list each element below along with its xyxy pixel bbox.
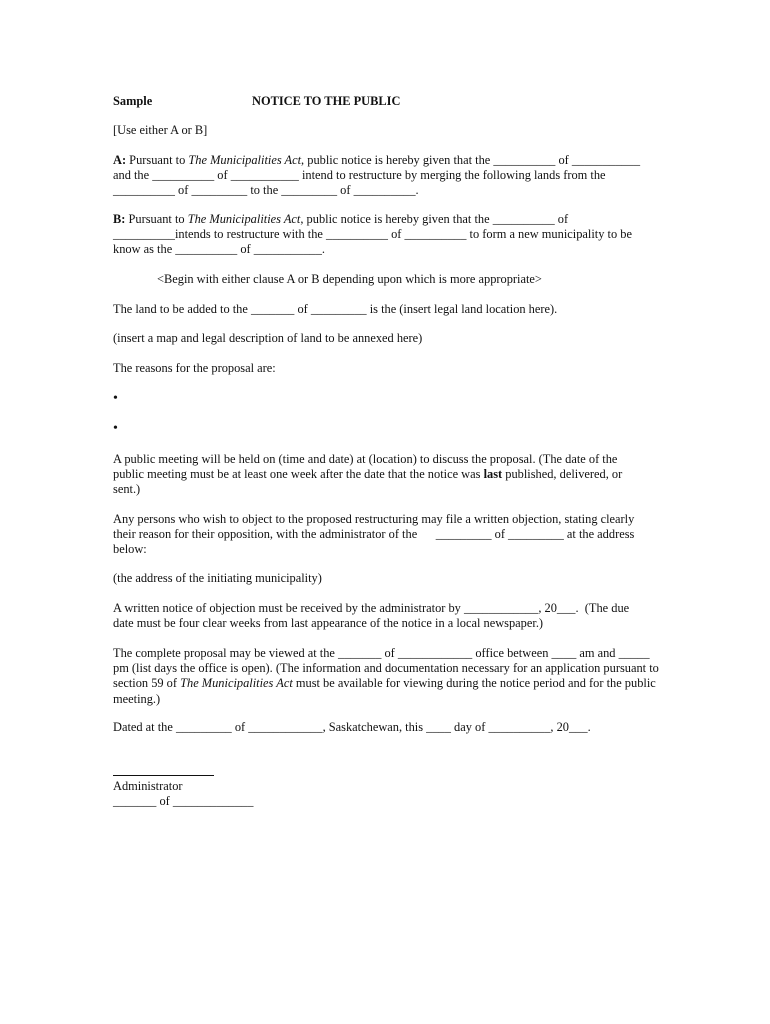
insert-map-instruction: (insert a map and legal description of land to be annexed here) — [113, 331, 423, 345]
written-notice-line-2: date must be four clear weeks from last appearance of the notice in a local newspaper.) — [113, 616, 544, 631]
signature-block — [113, 779, 673, 809]
clause-a-text-pre: Pursuant to — [126, 153, 189, 167]
clause-a-label: A: — [113, 153, 127, 167]
complete-proposal-paragraph — [113, 646, 673, 707]
use-either-instruction: [Use either A or B] — [113, 123, 208, 137]
public-meeting-paragraph — [113, 452, 673, 498]
complete-proposal-line-2: pm (list days the office is open). (The information and documentation necessary for an application pursuant to — [113, 661, 659, 676]
bullet-2: • — [113, 421, 118, 436]
dated-line: Dated at the _________ of ____________, Saskatchewan, this ____ day of __________, 20___. — [113, 720, 591, 734]
clause-b — [113, 212, 673, 258]
public-meeting-line-3: sent.) — [113, 482, 141, 497]
clause-b-label: B: — [113, 212, 126, 226]
clause-b-text-post: , public notice is hereby given that the __________ of — [300, 212, 569, 226]
clause-a-line-1 — [113, 153, 673, 168]
clause-a-line-3: __________ of _________ to the _________ of __________. — [113, 183, 419, 198]
act-name: The Municipalities Act — [180, 676, 293, 691]
bullet-1: • — [113, 391, 118, 406]
land-added-paragraph: The land to be added to the _______ of _________ is the (insert legal land location here). — [113, 302, 558, 316]
reasons-heading: The reasons for the proposal are: — [113, 361, 276, 375]
begin-with-instruction: <Begin with either clause A or B depending upon which is more appropriate> — [157, 272, 542, 286]
administrator-label: Administrator — [113, 779, 183, 793]
clause-b-text-pre: Pursuant to — [125, 212, 188, 226]
complete-proposal-text-pre: section 59 of — [113, 676, 181, 691]
public-meeting-line-1: A public meeting will be held on (time and date) at (location) to discuss the proposal. (The date of the — [113, 452, 618, 466]
objection-paragraph — [113, 512, 673, 558]
clause-b-line-3: know as the __________ of ___________. — [113, 242, 326, 257]
address-placeholder: (the address of the initiating municipality) — [113, 571, 322, 585]
public-meeting-text-post: published, delivered, or — [502, 467, 623, 482]
complete-proposal-line-3 — [113, 676, 673, 691]
clause-a-line-2: and the __________ of ___________ intend to restructure by merging the following lands from the — [113, 168, 606, 183]
sample-label: Sample — [113, 94, 153, 108]
public-meeting-line-2 — [113, 467, 673, 482]
act-name: The Municipalities Act — [187, 212, 301, 226]
document-title: NOTICE TO THE PUBLIC — [252, 94, 401, 108]
objection-line-3: below: — [113, 542, 147, 557]
complete-proposal-text-post: must be available for viewing during the notice period and for the public — [292, 676, 656, 691]
document-header — [113, 94, 673, 110]
last-emphasis: last — [483, 467, 503, 482]
public-meeting-text-pre: public meeting must be at least one week after the date that the notice was — [113, 467, 484, 482]
clause-b-line-1 — [113, 212, 673, 227]
complete-proposal-line-4: meeting.) — [113, 691, 161, 706]
act-name: The Municipalities Act — [188, 153, 302, 167]
complete-proposal-line-1: The complete proposal may be viewed at the _______ of ____________ office between ____ am and _____ — [113, 646, 650, 660]
clause-a — [113, 153, 673, 199]
signature-line — [113, 775, 214, 776]
clause-a-text-post: , public notice is hereby given that the __________ of ___________ — [301, 153, 641, 167]
clause-b-line-2: __________intends to restructure with the __________ of __________ to form a new municipality to be — [113, 227, 632, 242]
administrator-of-line: _______ of _____________ — [113, 794, 254, 809]
written-notice-line-1: A written notice of objection must be received by the administrator by ____________, 20___. (The due — [113, 601, 630, 615]
objection-line-1: Any persons who wish to object to the proposed restructuring may file a written objection, stating clearly — [113, 512, 635, 526]
objection-line-2: their reason for their opposition, with the administrator of the _________ of _________ at the address — [113, 527, 635, 542]
written-notice-paragraph — [113, 601, 673, 631]
